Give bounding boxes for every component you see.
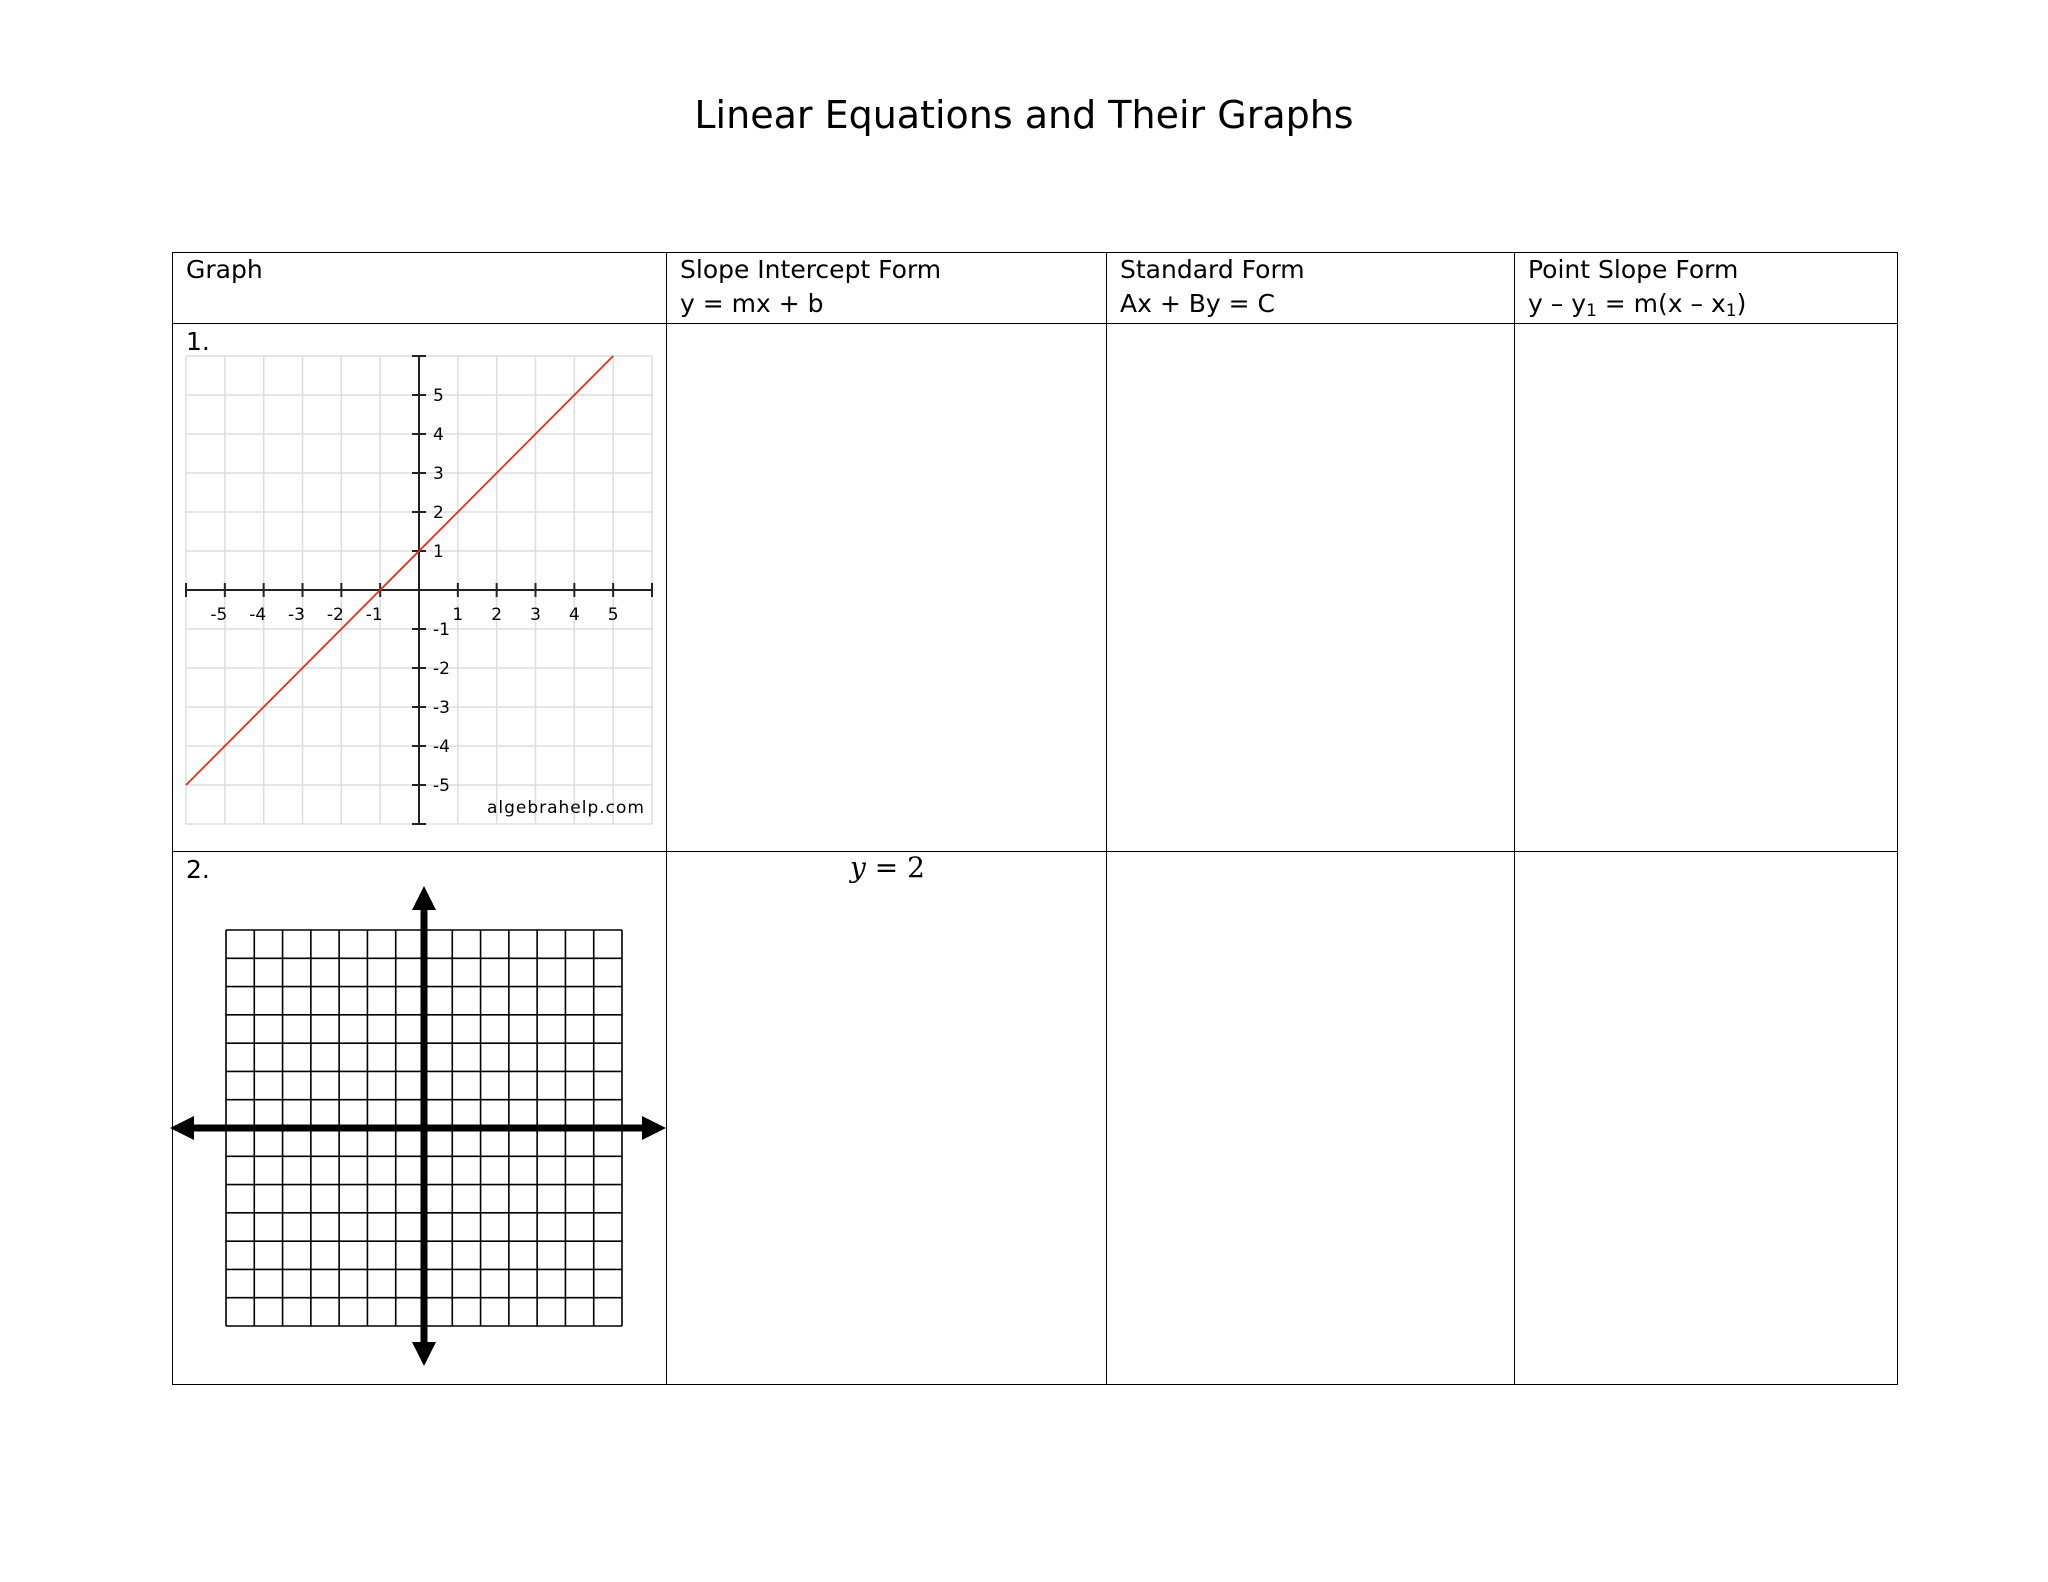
arrow-down-icon: [412, 1342, 436, 1366]
y-tick-label: -2: [433, 659, 450, 679]
y-tick-label: 3: [433, 464, 444, 484]
header-graph: Graph: [186, 255, 263, 284]
arrow-right-icon: [642, 1116, 666, 1140]
row-divider: [173, 851, 1897, 852]
y-tick-label: 5: [433, 386, 444, 406]
x-tick-label: 2: [491, 605, 503, 625]
x-tick-label: 3: [530, 605, 541, 625]
y-tick-label: -1: [433, 620, 450, 640]
header-standard-formula: Ax + By = C: [1120, 289, 1275, 318]
x-tick-label: 4: [568, 605, 580, 625]
x-tick-label: -2: [326, 605, 344, 625]
arrow-up-icon: [412, 886, 436, 910]
row-number: 2.: [186, 855, 210, 884]
x-tick-label: -4: [249, 605, 267, 625]
column-divider: [1106, 253, 1107, 1384]
y-tick-label: -3: [433, 698, 450, 718]
x-tick-label: 5: [607, 605, 619, 625]
y-tick-label: -4: [433, 737, 450, 757]
line-graph: [186, 356, 652, 824]
y-tick-label: 2: [433, 503, 444, 523]
header-point-slope: Point Slope Form: [1528, 255, 1739, 284]
header-point-slope-formula: $y - y_1 = m(x - x_1)$: [1528, 289, 1747, 321]
equation-y-equals-2: y = 2: [850, 851, 925, 884]
column-divider: [666, 253, 667, 1384]
row-number: 1.: [186, 327, 210, 356]
header-slope-intercept: Slope Intercept Form: [680, 255, 942, 284]
x-tick-label: -5: [210, 605, 228, 625]
y-tick-label: -5: [433, 776, 450, 796]
y-tick-label: 4: [433, 425, 444, 445]
y-tick-label: 1: [433, 542, 444, 562]
blank-coordinate-grid: [170, 886, 666, 1366]
page-title: Linear Equations and Their Graphs: [694, 93, 1354, 137]
header-standard: Standard Form: [1120, 255, 1305, 284]
header-slope-intercept-formula: y = mx + b: [680, 289, 824, 318]
arrow-left-icon: [170, 1116, 194, 1140]
x-tick-label: -1: [365, 605, 383, 625]
watermark: algebrahelp.com: [486, 798, 645, 818]
column-divider: [1514, 253, 1515, 1384]
x-tick-label: -3: [288, 605, 305, 625]
x-tick-label: 1: [452, 605, 464, 625]
